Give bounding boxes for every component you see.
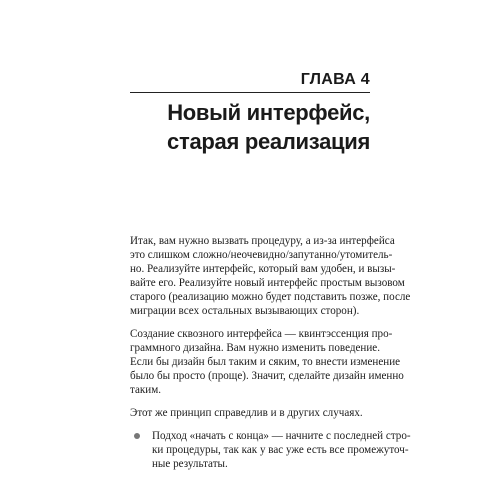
chapter-divider (130, 92, 370, 93)
text-line: Этот же принцип справедлив и в других случаях. (130, 407, 363, 420)
chapter-label: ГЛАВА 4 (300, 71, 370, 88)
text-line: было бы просто (проще). Значит, сделайте дизайн именно (130, 370, 404, 383)
text-line: миграции всех остальных вызывающих сторон). (130, 305, 360, 318)
paragraph (130, 234, 411, 319)
paragraph (130, 327, 404, 397)
chapter-title-line: старая реализация (167, 129, 370, 154)
chapter-title-line: Новый интерфейс, (167, 100, 370, 125)
text-line: старого (реализацию можно будет подставить позже, после (130, 291, 411, 304)
text-line: Создание сквозного интерфейса — квинтэссенция про- (130, 328, 393, 341)
text-line: ки процедуры, так как у вас уже есть все промежуточ- (152, 443, 409, 456)
text-line: Подход «начать с конца» — начните с последней стро- (152, 429, 411, 442)
list-item (130, 429, 411, 471)
text-line: Если бы дизайн был таким и сяким, то внести изменение (130, 356, 401, 369)
text-line: граммного дизайна. Вам нужно изменить поведение. (130, 342, 380, 355)
bullet-icon (134, 433, 140, 439)
text-line: таким. (130, 384, 162, 397)
text-line: но. Реализуйте интерфейс, который вам удобен, и вызы- (130, 263, 396, 276)
text-line: вайте его. Реализуйте новый интерфейс простым вызовом (130, 277, 405, 290)
body-text (130, 234, 411, 471)
text-line: ные результаты. (152, 457, 228, 470)
text-line: это слишком сложно/неочевидно/запутанно/утомитель- (130, 249, 393, 262)
paragraph (130, 406, 375, 420)
text-line: Итак, вам нужно вызвать процедуру, а из-за интерфейса (130, 235, 395, 247)
bullet-list (130, 429, 411, 471)
chapter-title (167, 98, 370, 156)
